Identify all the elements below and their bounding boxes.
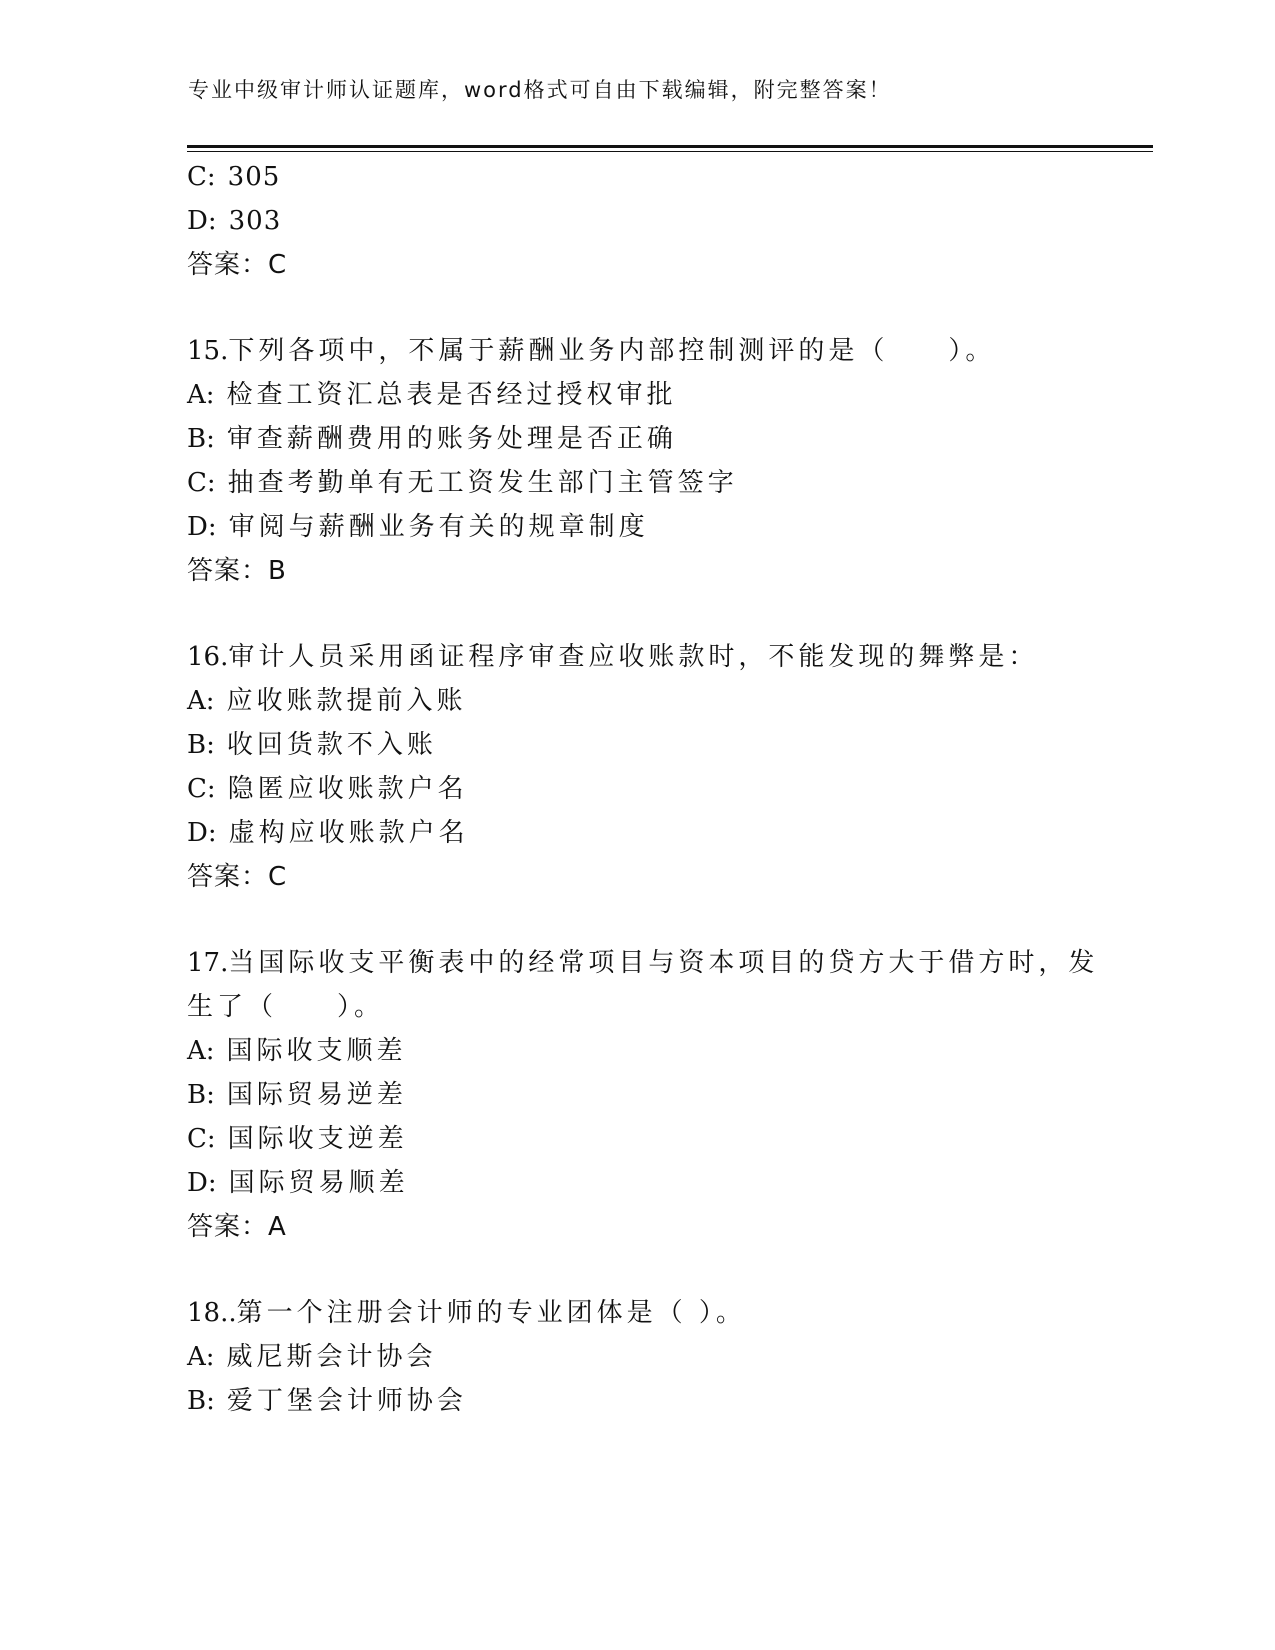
q18-option-a	[187, 1342, 437, 1372]
header-rule-thick	[187, 145, 1153, 148]
q18-option-b	[187, 1386, 467, 1416]
option-text: 威尼斯会计协会	[226, 1342, 437, 1372]
option-label: D:	[187, 818, 217, 848]
q18-stem	[187, 1298, 746, 1328]
q16-option-d	[187, 818, 469, 848]
option-text: 审查薪酬费用的账务处理是否正确	[226, 424, 677, 454]
option-label: B:	[187, 730, 215, 760]
option-label: D:	[187, 1168, 217, 1198]
q14-option-d	[187, 206, 281, 236]
option-text: 审阅与薪酬业务有关的规章制度	[228, 512, 649, 542]
q16-answer: 答案：C	[187, 862, 288, 892]
option-label: B:	[187, 1386, 215, 1416]
option-text: 虚构应收账款户名	[228, 818, 469, 848]
question-number: 15.	[187, 336, 229, 366]
q16-option-b	[187, 730, 437, 760]
q17-stem-line2: 生了（ ）。	[187, 992, 385, 1022]
option-label: C:	[187, 468, 216, 498]
q17-option-d	[187, 1168, 409, 1198]
q15-stem	[187, 336, 995, 366]
q17-answer: 答案：A	[187, 1212, 287, 1242]
option-label: C:	[187, 1124, 216, 1154]
option-text: 收回货款不入账	[226, 730, 437, 760]
q14-answer: 答案：C	[187, 250, 288, 280]
question-text: 第一个注册会计师的专业团体是（ ）。	[236, 1298, 746, 1328]
question-number: 17.	[187, 948, 229, 978]
option-text: 国际贸易逆差	[226, 1080, 407, 1110]
option-text: 检查工资汇总表是否经过授权审批	[226, 380, 677, 410]
option-label: D:	[187, 512, 217, 542]
q17-option-b	[187, 1080, 407, 1110]
question-number: 18..	[187, 1298, 237, 1328]
option-text: 国际收支顺差	[226, 1036, 407, 1066]
option-text: 应收账款提前入账	[226, 686, 467, 716]
option-label: B:	[187, 1080, 215, 1110]
page-header: 专业中级审计师认证题库，word格式可自由下载编辑，附完整答案！	[188, 78, 892, 102]
q15-option-b	[187, 424, 677, 454]
q15-answer: 答案：B	[187, 556, 287, 586]
option-label: A:	[187, 1342, 215, 1372]
q17-stem-line1	[187, 948, 1098, 978]
question-text: 下列各项中，不属于薪酬业务内部控制测评的是（ ）。	[228, 336, 996, 366]
option-text: 抽查考勤单有无工资发生部门主管签字	[227, 468, 738, 498]
option-text: 爱丁堡会计师协会	[226, 1386, 467, 1416]
question-number: 16.	[187, 642, 229, 672]
q15-option-c	[187, 468, 738, 498]
q16-option-a	[187, 686, 467, 716]
q15-option-a	[187, 380, 677, 410]
option-text: 隐匿应收账款户名	[227, 774, 468, 804]
option-label: A:	[187, 380, 215, 410]
q15-option-d	[187, 512, 649, 542]
option-text: 国际收支逆差	[227, 1124, 408, 1154]
option-label: A:	[187, 686, 215, 716]
q17-option-a	[187, 1036, 407, 1066]
option-label: C:	[187, 162, 216, 192]
option-text: 国际贸易顺差	[228, 1168, 409, 1198]
option-label: C:	[187, 774, 216, 804]
q16-stem	[187, 642, 1038, 672]
question-text: 审计人员采用函证程序审查应收账款时，不能发现的舞弊是：	[228, 642, 1039, 672]
question-text: 当国际收支平衡表中的经常项目与资本项目的贷方大于借方时，发	[228, 948, 1099, 978]
option-label: B:	[187, 424, 215, 454]
option-text: 305	[227, 162, 281, 192]
option-label: A:	[187, 1036, 215, 1066]
q16-option-c	[187, 774, 468, 804]
option-label: D:	[187, 206, 217, 236]
q14-option-c	[187, 162, 280, 192]
header-rule-thin	[187, 151, 1153, 152]
q17-option-c	[187, 1124, 408, 1154]
option-text: 303	[228, 206, 282, 236]
